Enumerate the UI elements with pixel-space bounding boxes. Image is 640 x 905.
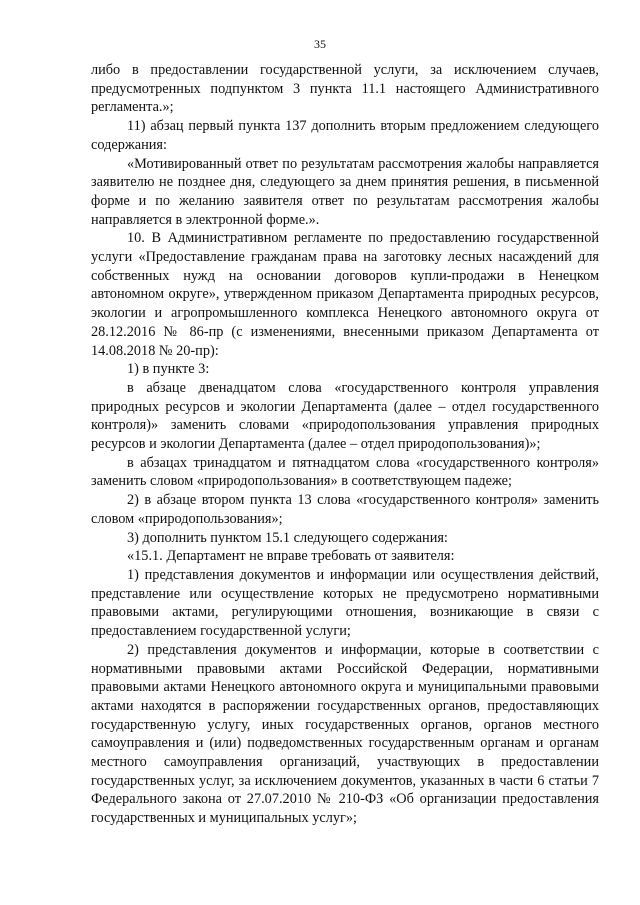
paragraph-abzac-12: в абзаце двенадцатом слова «государственного контроля управления природных ресурсов и экологии Департамента (далее – отдел государственного контроля)» заменить словами «природопользования управления природных ресурсов и экологии Департамента (далее – отдел природопользования)»;	[91, 379, 599, 453]
paragraph-continuation: либо в предоставлении государственной услуги, за исключением случаев, предусмотренных подпунктом 3 пункта 11.1 настоящего Административного регламента.»;	[91, 62, 599, 116]
document-body	[91, 61, 599, 828]
page-number: 35	[314, 37, 326, 51]
paragraph-15-1-item-2: 2) представления документов и информации, которые в соответствии с нормативными правовыми актами Российской Федерации, нормативными правовыми актами Ненецкого автономного округа и муниципальными правовыми актами находятся в распоряжении государственных органов, предоставляющих государственную услугу, иных государственных органов, органов местного самоуправления и (или) подведомственных государственным органам и органам местного самоуправления организаций, участвующих в предоставлении государственных услуг, за исключением документов, указанных в части 6 статьи 7 Федерального закона от 27.07.2010 № 210-ФЗ «Об организации предоставления государственных и муниципальных услуг»;	[91, 641, 599, 827]
paragraph-15-1: «15.1. Департамент не вправе требовать от заявителя:	[127, 548, 455, 565]
paragraph-quote-response: «Мотивированный ответ по результатам рассмотрения жалобы направляется заявителю не позднее дня, следующего за днем принятия решения, в письменной форме и по желанию заявителя ответ по результатам рассмотрения жалобы направляется в электронной форме.».	[91, 155, 599, 228]
paragraph-item-2: 2) в абзаце втором пункта 13 слова «государственного контроля» заменить словом «природопользования»;	[91, 492, 599, 527]
paragraph-abzac-13-15: в абзацах тринадцатом и пятнадцатом слова «государственного контроля» заменить словом «природопользования» в соответствующем падеже;	[91, 454, 599, 490]
paragraph-item-3: 3) дополнить пунктом 15.1 следующего содержания:	[127, 529, 448, 546]
paragraph-item-1: 1) в пункте 3:	[127, 361, 210, 378]
paragraph-item-11: 11) абзац первый пункта 137 дополнить вторым предложением следующего содержания:	[91, 118, 599, 153]
paragraph-15-1-item-1: 1) представления документов и информации или осуществления действий, представление или осуществление которых не предусмотрено нормативными правовыми актами, регулирующими отношения, возникающие в связи с предоставлением государственной услуги;	[91, 566, 599, 640]
paragraph-section-10: 10. В Административном регламенте по предоставлению государственной услуги «Предоставление гражданам права на заготовку лесных насаждений для собственных нужд на основании договоров купли-продажи в Ненецком автономном округе», утвержденном приказом Департамента природных ресурсов, экологии и агропромышленного комплекса Ненецкого автономного округа от 28.12.2016 № 86-пр (с изменениями, внесенными приказом Департамента от 14.08.2018 № 20-пр):	[91, 230, 599, 359]
